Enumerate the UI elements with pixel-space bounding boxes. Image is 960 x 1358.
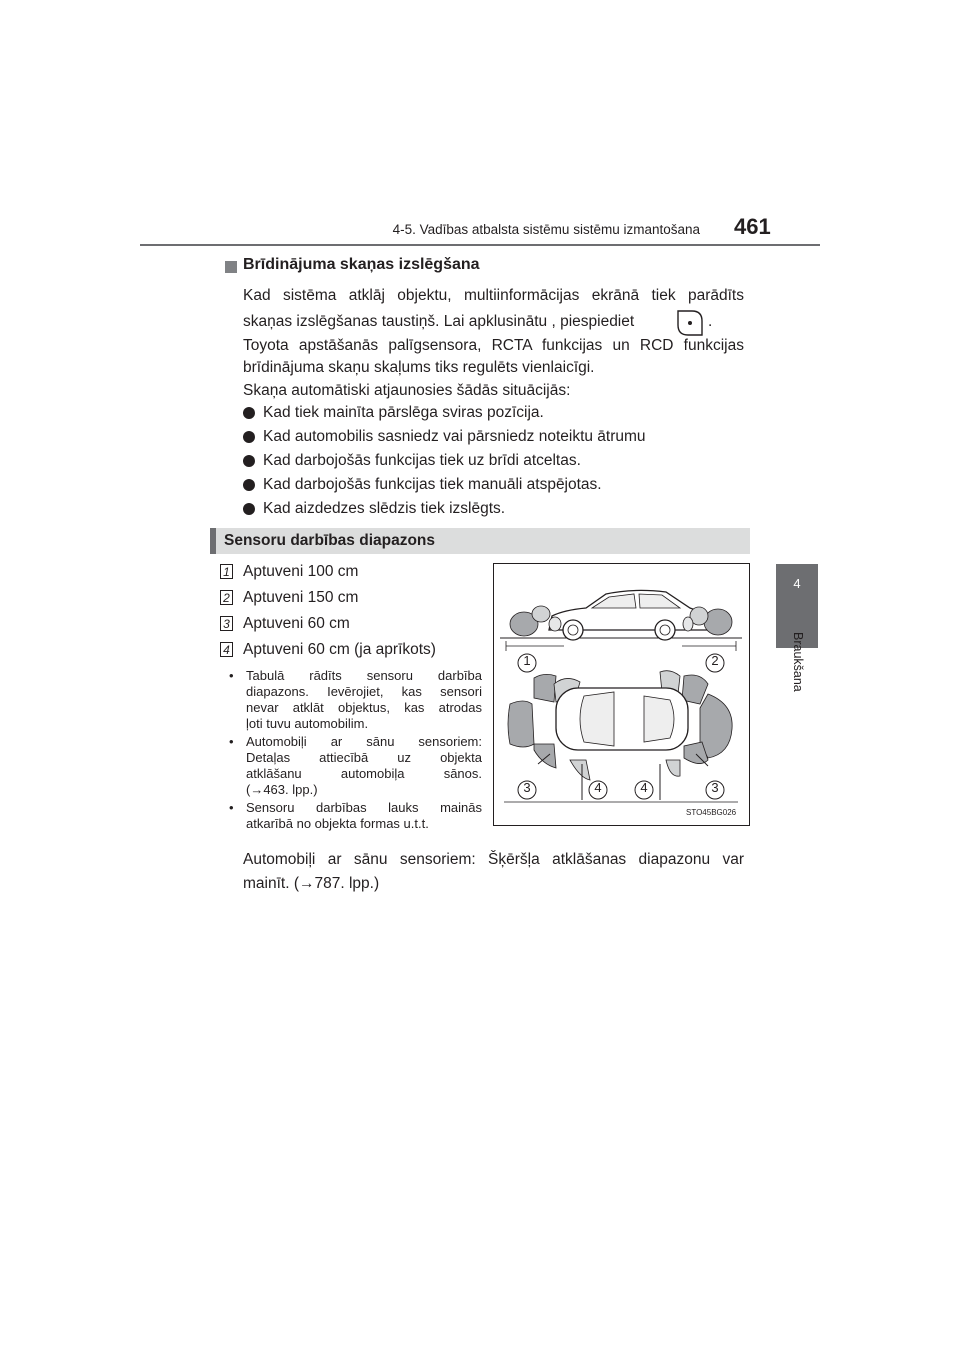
- bullet-item: Kad darbojošās funkcijas tiek uz brīdi atceltas.: [263, 452, 581, 469]
- page-number: 461: [734, 214, 771, 239]
- range-item: Aptuveni 60 cm: [243, 615, 350, 632]
- range-item: Aptuveni 60 cm (ja aprīkots): [243, 641, 436, 658]
- running-header-title: 4-5. Vadības atbalsta sistēmu sistēmu izmantošana: [392, 222, 700, 237]
- note-line: (→463. lpp.): [246, 782, 318, 797]
- bullet-item: Kad darbojošās funkcijas tiek manuāli atspējotas.: [263, 476, 602, 493]
- section-heading: Sensoru darbības diapazons: [224, 532, 436, 549]
- para3: Skaņa automātiski atjaunosies šādās situācijās:: [243, 382, 571, 399]
- footer-line2: mainīt. (→787. lpp.): [243, 875, 380, 892]
- note-bullet: •: [229, 668, 234, 683]
- range-item: Aptuveni 150 cm: [243, 589, 359, 606]
- heading-square-icon: [225, 261, 237, 273]
- range-item: Aptuveni 100 cm: [243, 563, 359, 580]
- diagram-label: 3: [523, 780, 531, 795]
- header-rule: [140, 244, 820, 246]
- chapter-label: Braukšana: [791, 632, 805, 692]
- note-bullet: •: [229, 800, 234, 815]
- warning-heading: Brīdinājuma skaņas izslēgšana: [243, 256, 480, 273]
- diagram-label: 3: [711, 780, 719, 795]
- chapter-number: 4: [793, 576, 801, 591]
- sensor-range-diagram: [493, 563, 750, 826]
- note-line: nevar atklāt objektus, kas atrodas: [246, 700, 482, 715]
- para1-end: .: [708, 313, 713, 330]
- bullet-dot-icon: [243, 479, 255, 491]
- bullet-dot-icon: [243, 455, 255, 467]
- note-line: Detaļas attiecībā uz objekta: [246, 750, 482, 765]
- item-number-box: 4: [220, 642, 233, 657]
- note-line: Automobiļi ar sānu sensoriem:: [246, 734, 482, 749]
- diagram-label: 1: [523, 653, 531, 668]
- item-number-box: 2: [220, 590, 233, 605]
- diagram-code: STO45BG026: [686, 808, 737, 817]
- item-number-box: 1: [220, 564, 233, 579]
- para1-line2: skaņas izslēgšanas taustiņš. Lai apklusinātu , piespiediet: [243, 313, 635, 330]
- bullet-dot-icon: [243, 503, 255, 515]
- bullet-dot-icon: [243, 407, 255, 419]
- bullet-item: Kad tiek mainīta pārslēga sviras pozīcija.: [263, 404, 544, 421]
- diagram-label: 2: [711, 653, 719, 668]
- note-line: Tabulā rādīts sensoru darbība: [246, 668, 482, 683]
- note-line: ļoti tuvu automobilim.: [246, 716, 369, 731]
- bullet-item: Kad aizdedzes slēdzis tiek izslēgts.: [263, 500, 506, 517]
- diagram-label: 4: [640, 780, 648, 795]
- note-line: Sensoru darbības lauks mainās: [246, 800, 482, 815]
- para1-line1: Kad sistēma atklāj objektu, multiinformācijas ekrānā tiek parādīts: [243, 287, 744, 304]
- para2-line1: Toyota apstāšanās palīgsensora, RCTA funkcijas un RCD funkcijas: [243, 337, 744, 354]
- bullet-dot-icon: [243, 431, 255, 443]
- note-line: diapazons. Ievērojiet, kas sensori: [246, 684, 482, 699]
- para2-line2: brīdinājuma skaņu skaļums tiks regulēts vienlaicīgi.: [243, 359, 595, 376]
- bullet-item: Kad automobilis sasniedz vai pārsniedz noteiktu ātrumu: [263, 428, 646, 445]
- note-line: atkarībā no objekta formas u.t.t.: [246, 816, 429, 831]
- diagram-label: 4: [594, 780, 602, 795]
- note-bullet: •: [229, 734, 234, 749]
- item-number-box: 3: [220, 616, 233, 631]
- note-line: atklāšanu automobiļa sānos.: [246, 766, 482, 781]
- footer-line1: Automobiļi ar sānu sensoriem: Šķēršļa atklāšanas diapazonu var: [243, 851, 744, 868]
